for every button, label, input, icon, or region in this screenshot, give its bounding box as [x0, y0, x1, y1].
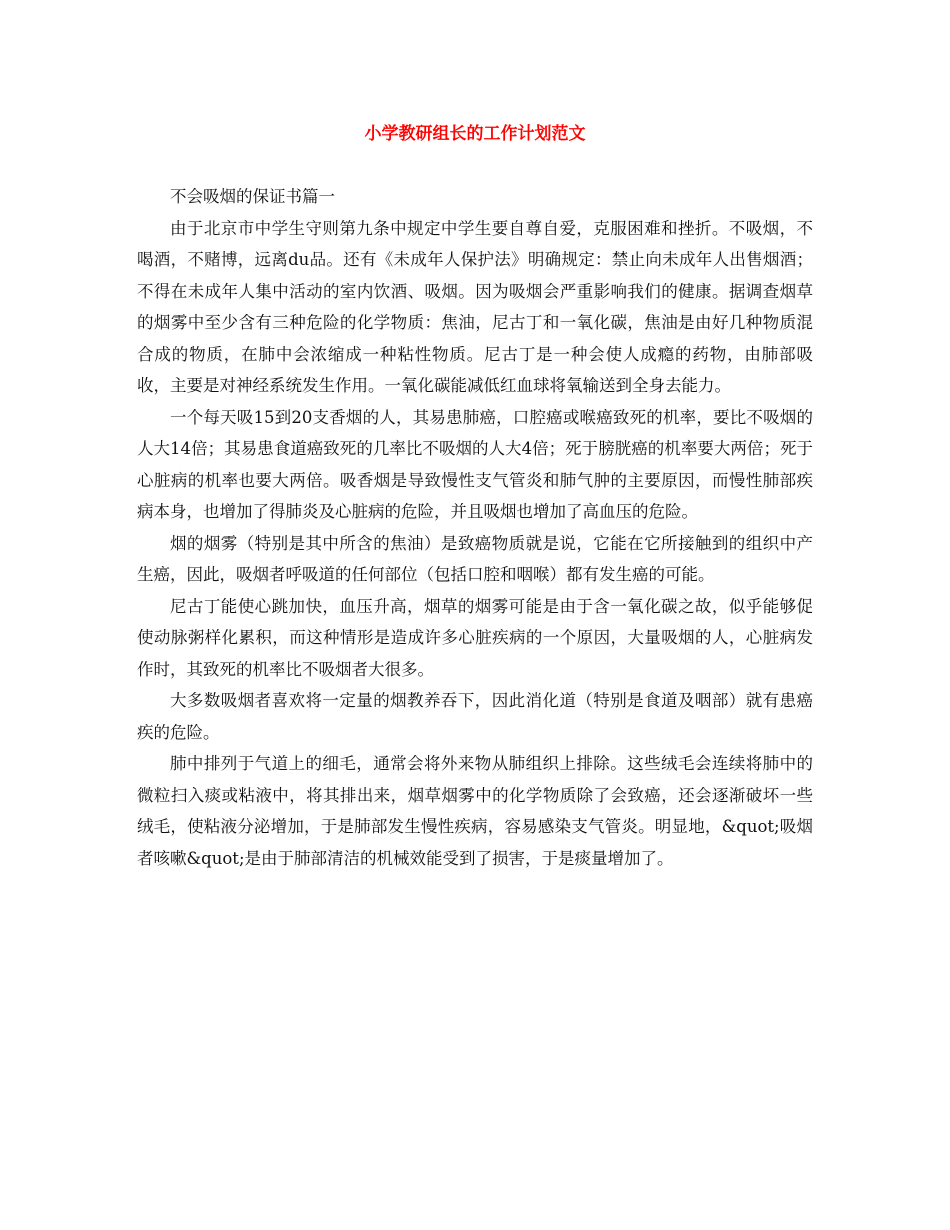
paragraph: 烟的烟雾（特别是其中所含的焦油）是致癌物质就是说，它能在它所接触到的组织中产生癌，因此，吸烟者呼吸道的任何部位（包括口腔和咽喉）都有发生癌的可能。: [137, 533, 813, 584]
paragraph: 大多数吸烟者喜欢将一定量的烟教养吞下，因此消化道（特别是食道及咽部）就有患癌疾的危险。: [137, 691, 813, 742]
paragraph: 肺中排列于气道上的细毛，通常会将外来物从肺组织上排除。这些绒毛会连续将肺中的微粒扫入痰或粘液中，将其排出来，烟草烟雾中的化学物质除了会致癌，还会逐渐破坏一些绒毛，使粘液分泌增加，于是肺部发生慢性疾病，容易感染支气管炎。明显地，&quot;吸烟者咳嗽&quot;是由于肺部清洁的机械效能受到了损害，于是痰量增加了。: [137, 754, 813, 868]
paragraph-heading: 不会吸烟的保证书篇一: [170, 187, 335, 206]
paragraph: 一个每天吸15到20支香烟的人，其易患肺癌，口腔癌或喉癌致死的机率，要比不吸烟的人大14倍；其易患食道癌致死的几率比不吸烟的人大4倍；死于膀胱癌的机率要大两倍；死于心脏病的机率也要大两倍。吸香烟是导致慢性支气管炎和肺气肿的主要原因，而慢性肺部疾病本身，也增加了得肺炎及心脏病的危险，并且吸烟也增加了高血压的危险。: [137, 407, 813, 521]
document-title: 小学教研组长的工作计划范文: [364, 124, 586, 144]
paragraph: 由于北京市中学生守则第九条中规定中学生要自尊自爱，克服困难和挫折。不吸烟，不喝酒，不赌博，远离du品。还有《未成年人保护法》明确规定：禁止向未成年人出售烟酒；不得在未成年人集中活动的室内饮酒、吸烟。因为吸烟会严重影响我们的健康。据调查烟草的烟雾中至少含有三种危险的化学物质：焦油，尼古丁和一氧化碳，焦油是由好几种物质混合成的物质，在肺中会浓缩成一种粘性物质。尼古丁是一种会使人成瘾的药物，由肺部吸收，主要是对神经系统发生作用。一氧化碳能减低红血球将氧输送到全身去能力。: [137, 218, 813, 395]
paragraph: 尼古丁能使心跳加快，血压升高，烟草的烟雾可能是由于含一氧化碳之故，似乎能够促使动脉粥样化累积，而这种情形是造成许多心脏疾病的一个原因，大量吸烟的人，心脏病发作时，其致死的机率比不吸烟者大很多。: [137, 596, 813, 679]
document-body: [137, 181, 813, 874]
